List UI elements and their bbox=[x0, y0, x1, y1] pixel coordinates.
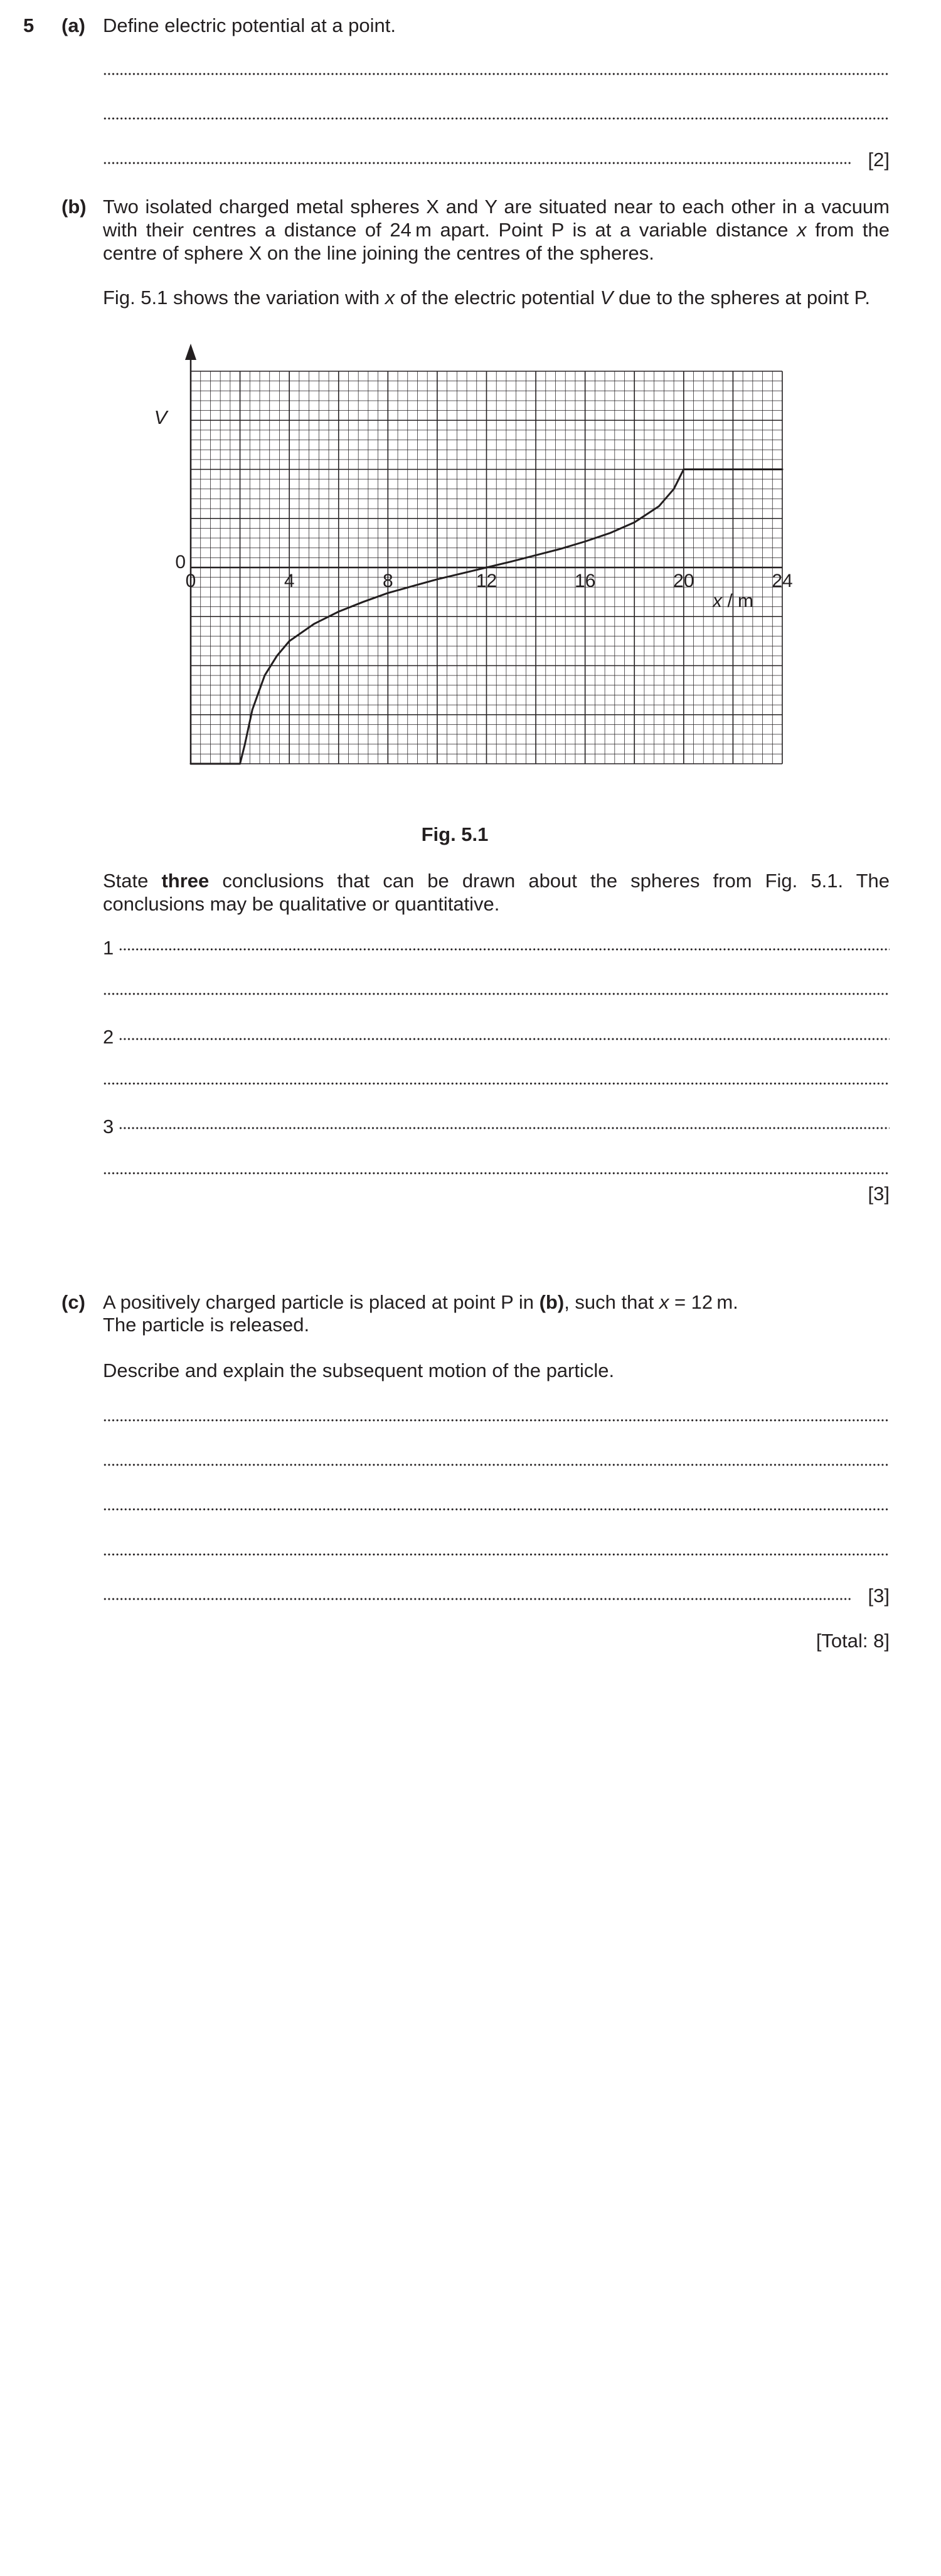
answer-line[interactable] bbox=[119, 1125, 890, 1131]
x-tick-label: 24 bbox=[772, 571, 793, 591]
task-prefix: State bbox=[103, 870, 162, 892]
total-marks: [Total: 8] bbox=[816, 1630, 890, 1652]
c-bold-ref: (b) bbox=[539, 1291, 565, 1313]
x-tick-label: 0 bbox=[185, 571, 196, 591]
x-tick-label: 12 bbox=[476, 571, 497, 591]
part-c-line2: The particle is released. bbox=[103, 1314, 310, 1336]
x-axis-label: x / m bbox=[713, 591, 753, 611]
c-suffix: = 12 m. bbox=[669, 1291, 738, 1313]
answer-line[interactable] bbox=[103, 1551, 890, 1558]
c-mid: , such that bbox=[564, 1291, 659, 1313]
y-axis-arrow bbox=[185, 344, 196, 360]
answer-number-1: 1 bbox=[103, 937, 114, 959]
answer-line[interactable] bbox=[103, 1506, 890, 1512]
answer-line[interactable] bbox=[103, 991, 890, 997]
figure-caption: Fig. 5.1 bbox=[421, 823, 489, 845]
part-c-line1 bbox=[103, 1291, 738, 1314]
part-b-marks: [3] bbox=[868, 1183, 890, 1205]
math-variable: x bbox=[797, 219, 807, 241]
answer-line[interactable] bbox=[103, 1462, 890, 1468]
answer-line[interactable] bbox=[119, 1036, 890, 1042]
math-variable: V bbox=[600, 287, 614, 309]
part-b-figure-intro: Fig. 5.1 shows the variation with x of the electric potential V due to the spheres at point P. bbox=[103, 287, 870, 309]
answer-line[interactable] bbox=[103, 1170, 890, 1176]
answer-line[interactable] bbox=[103, 1080, 890, 1087]
answer-line[interactable] bbox=[119, 946, 890, 953]
y-axis-label: V bbox=[154, 406, 167, 428]
x-tick-label: 4 bbox=[284, 571, 295, 591]
x-tick-label: 16 bbox=[574, 571, 596, 591]
part-c-label: (c) bbox=[61, 1291, 85, 1313]
y-zero-label: 0 bbox=[175, 552, 186, 573]
answer-number-2: 2 bbox=[103, 1026, 114, 1048]
part-a-marks: [2] bbox=[868, 149, 890, 171]
axes bbox=[185, 344, 782, 764]
question-number: 5 bbox=[23, 14, 35, 36]
part-a-label: (a) bbox=[61, 14, 85, 36]
x-tick-label: 8 bbox=[382, 571, 393, 591]
part-b-task bbox=[103, 869, 890, 916]
c-var: x bbox=[659, 1291, 669, 1313]
task-emphasis: three bbox=[161, 870, 210, 892]
x-tick-label: 20 bbox=[673, 571, 694, 591]
part-a-prompt: Define electric potential at a point. bbox=[103, 14, 396, 36]
part-c-prompt: Describe and explain the subsequent motion of the particle. bbox=[103, 1359, 615, 1381]
math-variable: x bbox=[385, 287, 395, 309]
part-c-marks: [3] bbox=[868, 1585, 890, 1607]
task-suffix: conclusions that can be drawn about the spheres from Fig. 5.1. The conclusions may be qualitative or quantitative. bbox=[103, 870, 890, 915]
answer-line[interactable] bbox=[103, 1417, 890, 1423]
c-prefix: A positively charged particle is placed at point P in bbox=[103, 1291, 540, 1313]
potential-graph bbox=[0, 0, 941, 878]
answer-number-3: 3 bbox=[103, 1116, 114, 1138]
part-b-intro: Two isolated charged metal spheres X and Y are situated near to each other in a vacuum with their centres a distance of 24 m apart. Point P is at a variable distance x from the centre of sphere X on the line joining the centres of the spheres. bbox=[103, 196, 890, 264]
part-b-label: (b) bbox=[61, 196, 87, 218]
answer-line[interactable] bbox=[103, 1596, 853, 1602]
